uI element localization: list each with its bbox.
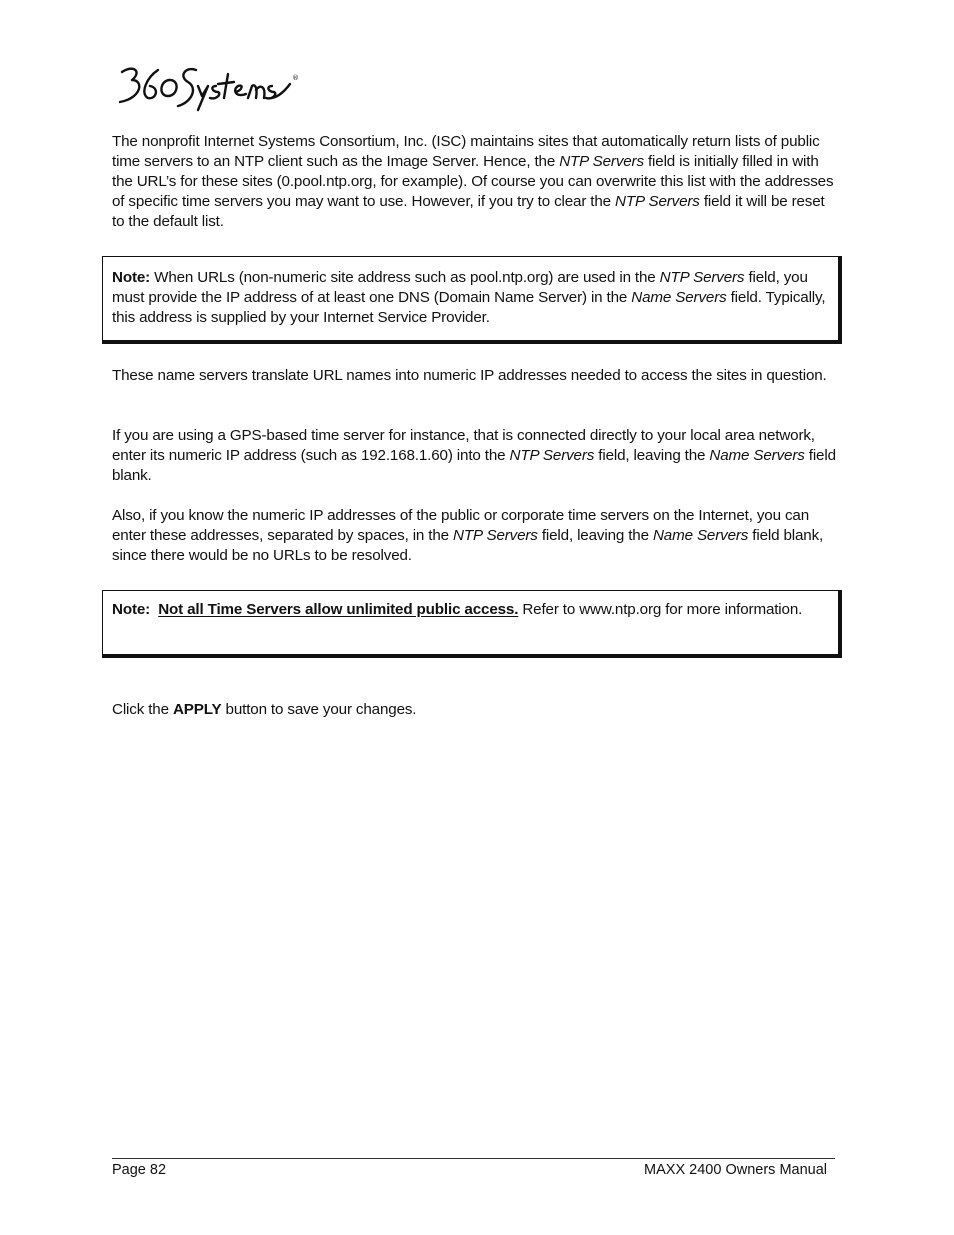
note-warning-underlined: Not all Time Servers allow unlimited public access. — [158, 601, 519, 618]
paragraph-gps: If you are using a GPS-based time server for instance, that is connected directly to your local area network, enter its numeric IP address (such as 192.168.1.60) into the NTP Servers field, leaving the Name Servers field blank. — [112, 427, 836, 484]
paragraph-name-servers: These name servers translate URL names into numeric IP addresses needed to access the sites in question. — [112, 367, 827, 384]
footer-rule — [112, 1158, 835, 1159]
registered-mark: ® — [292, 74, 299, 82]
page-number: Page 82 — [112, 1162, 167, 1178]
paragraph-isc: The nonprofit Internet Systems Consortium, Inc. (ISC) maintains sites that automatically return lists of public time servers to an NTP client such as the Image Server. Hence, the NTP Servers field is initially filled in with the URL’s for these sites (0.pool.ntp.org, for example). Of course you can overwrite this list with the addresses of specific time servers you may want to use. However, if you try to clear the NTP Servers field it will be reset to the default list. — [112, 133, 834, 230]
note-dns-text: Note: When URLs (non-numeric site address such as pool.ntp.org) are used in the NTP Servers field, you must provide the IP address of at least one DNS (Domain Name Server) in the Name Servers field. Typically, this address is supplied by your Internet Service Provider. — [112, 269, 826, 326]
note-box-dns — [102, 256, 842, 344]
apply-keyword: APPLY — [172, 701, 222, 718]
note-label: Note: — [112, 601, 151, 618]
note-box-public-access — [102, 590, 842, 658]
company-logo — [112, 60, 302, 112]
note-label: Note: — [112, 269, 151, 286]
note-public-access-text: Note: Not all Time Servers allow unlimited public access. Refer to www.ntp.org for more information. — [112, 601, 803, 618]
manual-title: MAXX 2400 Owners Manual — [644, 1162, 827, 1178]
paragraph-apply: Click the APPLY button to save your changes. — [112, 701, 417, 718]
paragraph-numeric-ip: Also, if you know the numeric IP addresses of the public or corporate time servers on the Internet, you can enter these addresses, separated by spaces, in the NTP Servers field, leaving the Name Servers field blank, since there would be no URLs to be resolved. — [112, 507, 824, 564]
